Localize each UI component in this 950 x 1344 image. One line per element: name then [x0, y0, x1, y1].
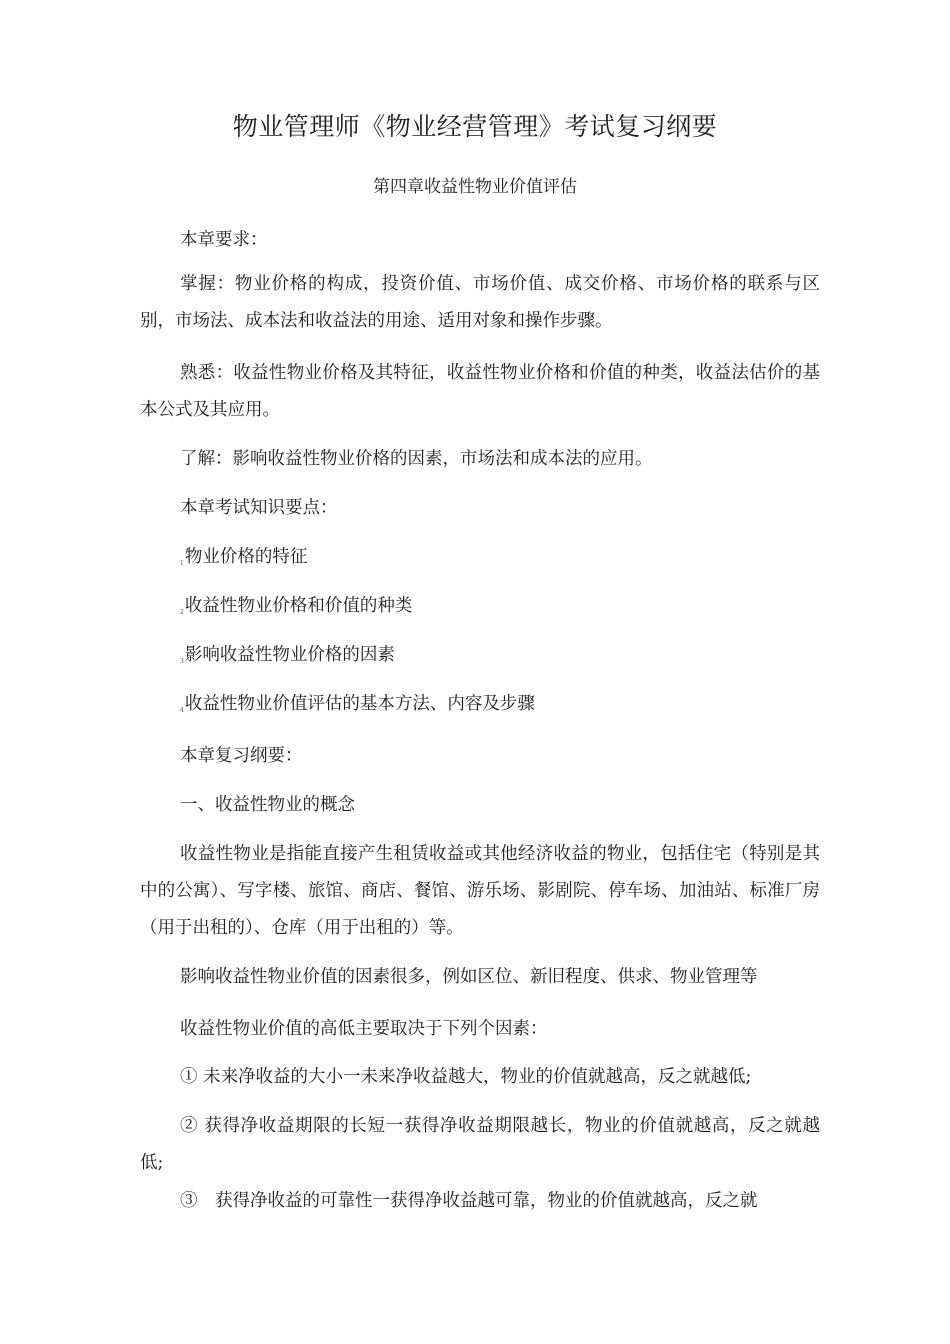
requirement-master: 掌握：物业价格的构成，投资价值、市场价值、成交价格、市场价格的联系与区别，市场法、成本法和收益法的用途、适用对象和操作步骤。: [140, 274, 820, 331]
requirement-familiar: 熟悉：收益性物业价格及其特征，收益性物业价格和价值的种类，收益法估价的基本公式及其应用。: [140, 363, 820, 420]
requirement-understand: 了解：影响收益性物业价格的因素，市场法和成本法的应用。: [180, 449, 653, 469]
factor-item: ① 未来净收益的大小一未来净收益越大，物业的价值就越高，反之就越低;: [180, 1067, 752, 1087]
key-point-mark: 2: [180, 609, 184, 616]
section-paragraph: 影响收益性物业价值的因素很多，例如区位、新旧程度、供求、物业管理等: [180, 967, 758, 987]
key-point-item: [180, 591, 820, 628]
key-point-text: 物业价格的特征: [184, 547, 308, 567]
factor-item: ② 获得净收益期限的长短一获得净收益期限越长，物业的价值就越高，反之就越低;: [140, 1116, 820, 1173]
key-point-item: [180, 689, 820, 726]
factor-item: ③ 获得净收益的可靠性一获得净收益越可靠，物业的价值就越高，反之就: [180, 1191, 758, 1211]
key-point-item: [180, 542, 820, 579]
requirements-heading: 本章要求：: [180, 230, 268, 250]
section-heading: 一、收益性物业的概念: [180, 795, 355, 815]
key-point-mark: 3: [180, 658, 184, 665]
document-title: 物业管理师《物业经营管理》考试复习纲要: [232, 112, 718, 141]
key-point-item: [180, 640, 820, 677]
key-point-mark: 4: [180, 707, 184, 714]
section-paragraph: 收益性物业价值的高低主要取决于下列个因素：: [180, 1019, 548, 1039]
chapter-title: 第四章收益性物业价值评估: [373, 177, 577, 197]
key-point-mark: 1: [180, 560, 184, 567]
key-points-heading: 本章考试知识要点：: [180, 498, 338, 518]
outline-heading: 本章复习纲要：: [180, 746, 303, 766]
key-point-text: 影响收益性物业价格的因素: [184, 645, 395, 665]
section-paragraph: 收益性物业是指能直接产生租赁收益或其他经济收益的物业，包括住宅（特别是其中的公寓）、写字楼、旅馆、商店、餐馆、游乐场、影剧院、停车场、加油站、标准厂房（用于出租的）、仓库（用于出租的）等。: [140, 844, 820, 938]
key-point-text: 收益性物业价格和价值的种类: [184, 596, 413, 616]
key-point-text: 收益性物业价值评估的基本方法、内容及步骤: [184, 694, 535, 714]
